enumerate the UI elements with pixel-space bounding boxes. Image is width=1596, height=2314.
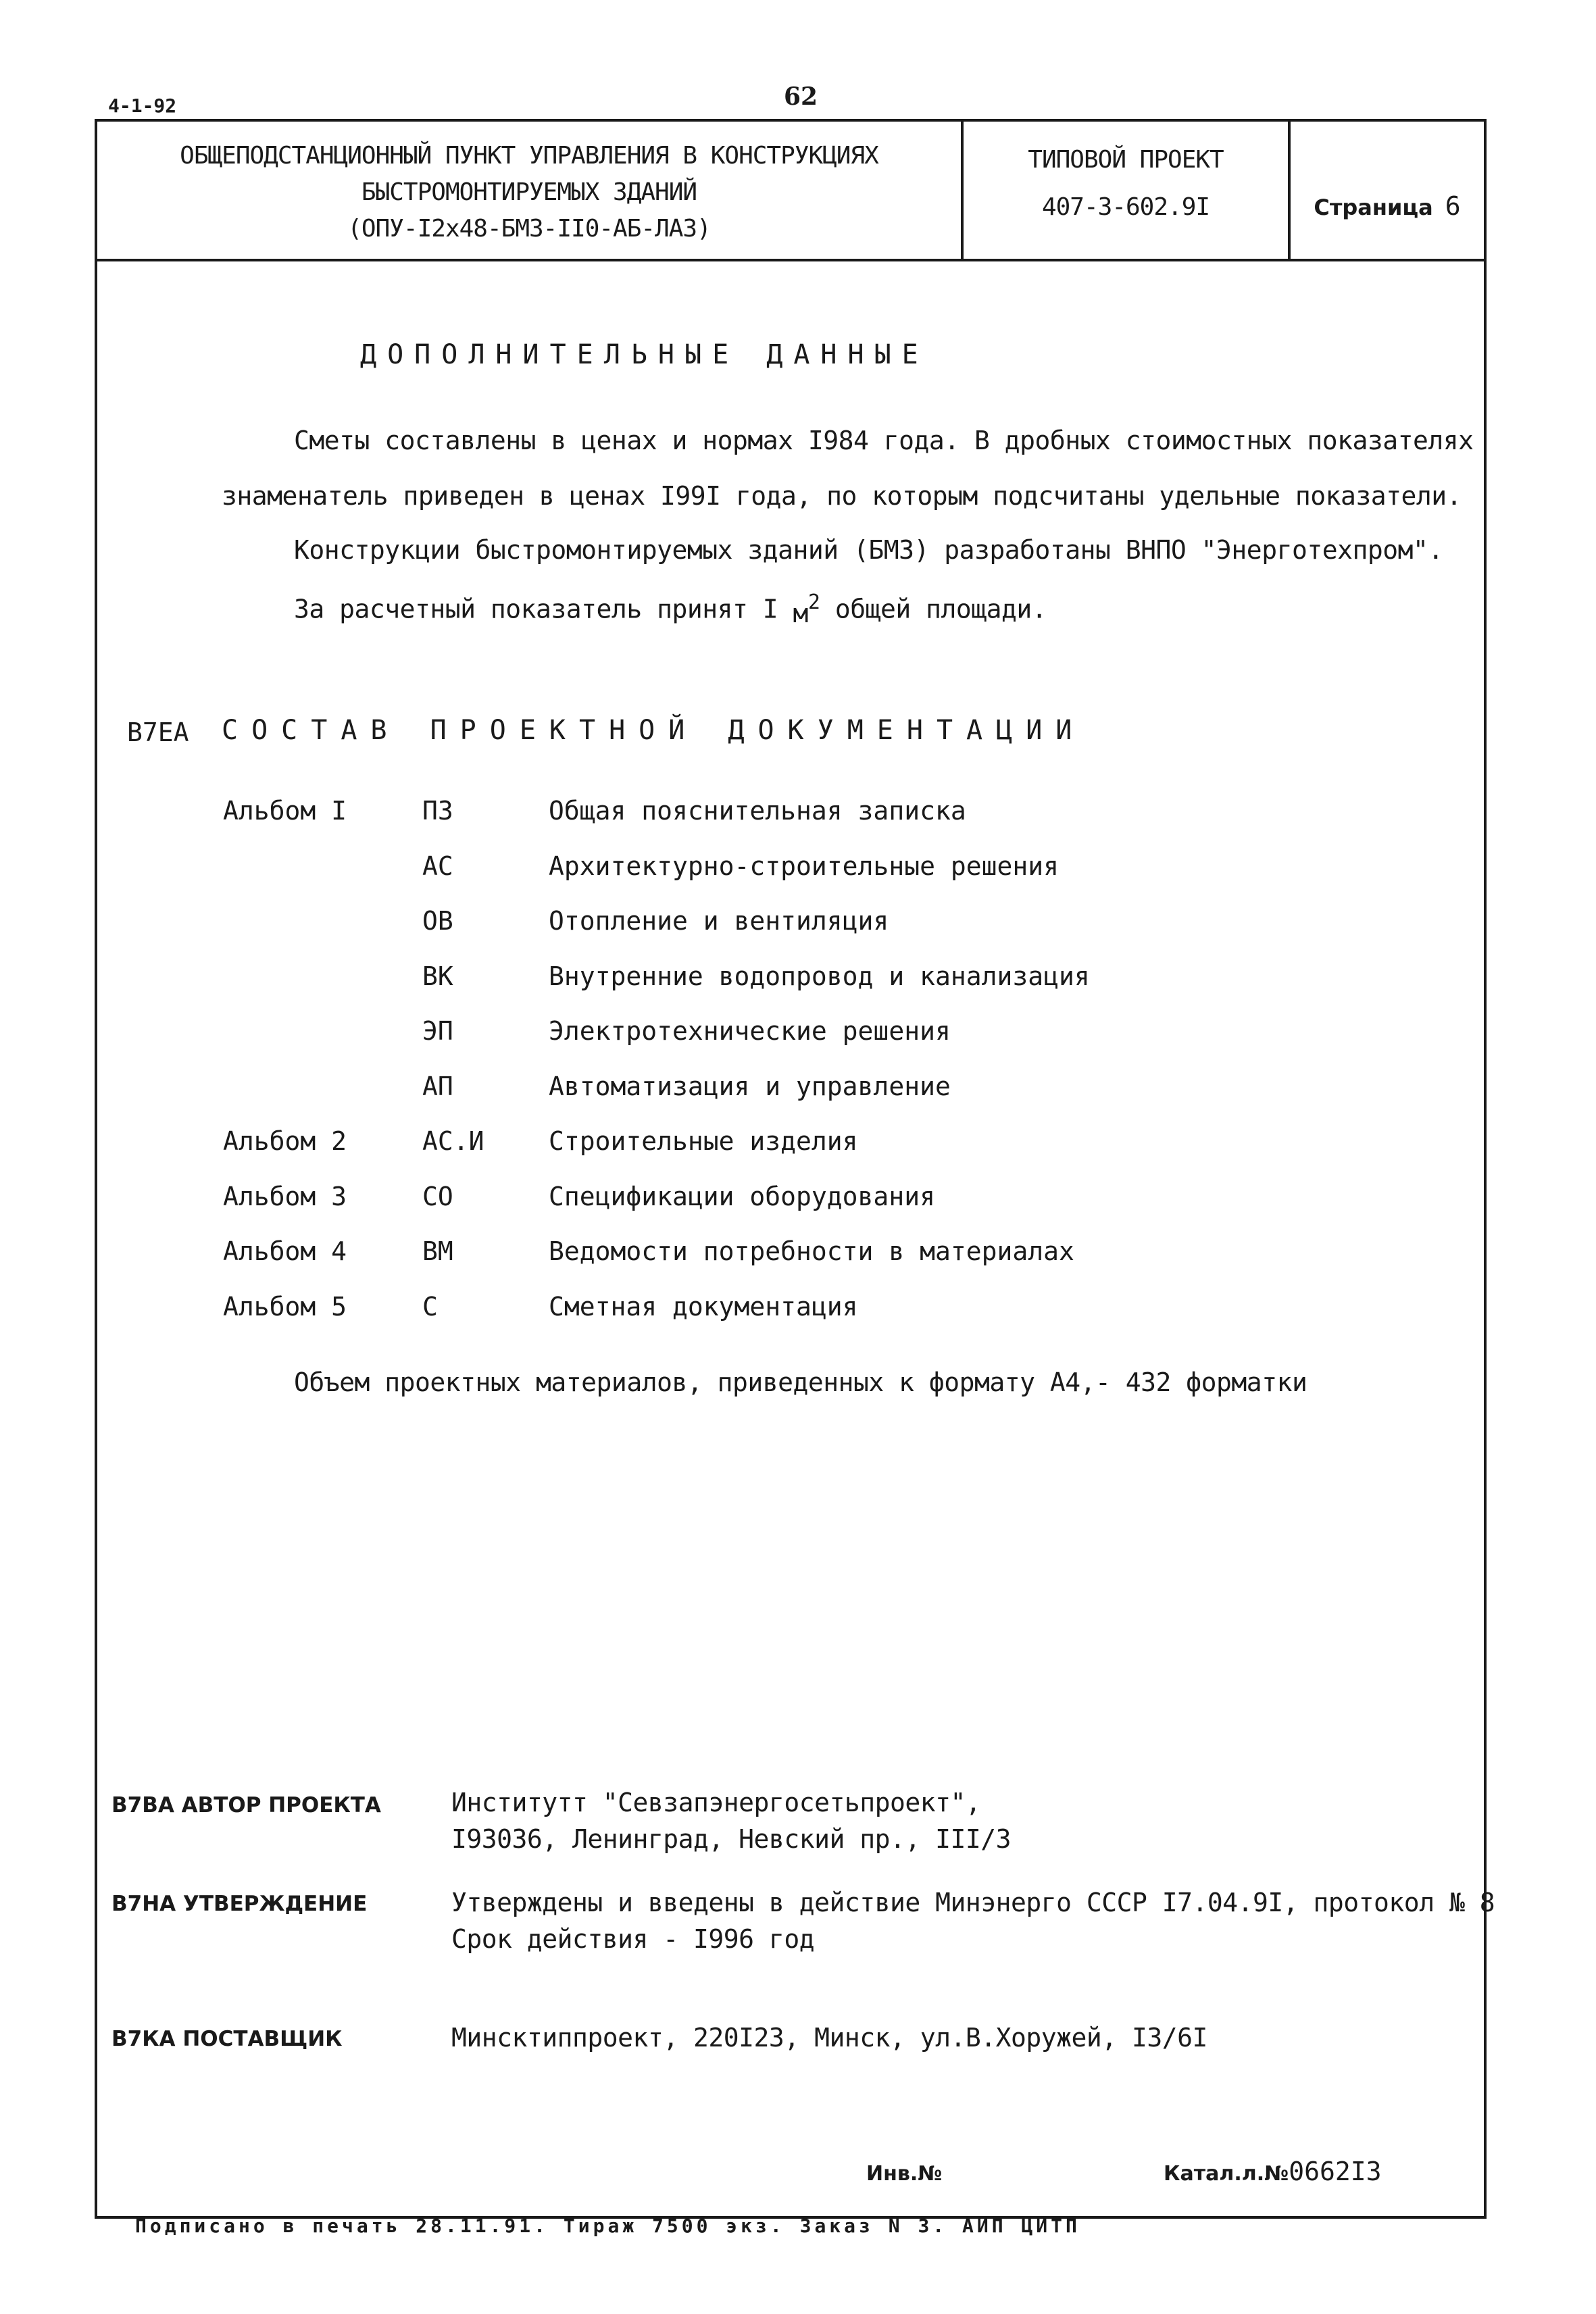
document-code-cell: ВК [422, 961, 453, 991]
document-code-cell: ОВ [422, 906, 453, 936]
document-code-cell: СО [422, 1182, 453, 1211]
document-album: Альбом I [223, 796, 347, 826]
project-number: 407-3-602.9I [1041, 193, 1210, 221]
document-description: Внутренние водопровод и канализация [549, 961, 1090, 991]
document-code-cell: ВМ [422, 1236, 453, 1266]
document-row [0, 796, 1596, 830]
approval-line-1: Утверждены и введены в действие Минэнерго СССР I7.04.9I, протокол № 8 [451, 1888, 1495, 1917]
approval-line-2: Срок действия - I996 год [451, 1924, 815, 1954]
document-row [0, 1182, 1596, 1215]
project-cell [964, 122, 1291, 259]
page-value: 6 [1445, 191, 1461, 221]
catalog-number [1164, 2157, 1382, 2186]
approval-label: В7НА УТВЕРЖДЕНИЕ [111, 1892, 368, 1916]
calc-tail: общей площади. [820, 594, 1047, 624]
document-description: Общая пояснительная записка [549, 796, 966, 826]
document-description: Отопление и вентиляция [549, 906, 889, 936]
project-type: ТИПОВОЙ ПРОЕКТ [1028, 146, 1224, 174]
document-code-cell: ПЗ [422, 796, 453, 826]
catalog-value: 0662I3 [1289, 2157, 1382, 2186]
document-row [0, 1292, 1596, 1326]
calc-unit: м [793, 598, 808, 628]
page-cell [1291, 122, 1484, 259]
catalog-label: Катал.л.№ [1164, 2162, 1289, 2186]
document-code-cell: АП [422, 1072, 453, 1101]
composition-code: В7ЕА [127, 718, 189, 747]
author-line-2: I93036, Ленинград, Невский пр., III/3 [451, 1824, 1011, 1854]
page-label: Страница [1314, 195, 1433, 220]
document-album: Альбом 4 [223, 1236, 347, 1266]
document-description: Спецификации оборудования [549, 1182, 935, 1211]
document-description: Автоматизация и управление [549, 1072, 951, 1101]
title-line-3: (ОПУ-I2x48-БМЗ-II0-АБ-ЛАЗ) [347, 215, 711, 243]
inventory-label: Инв.№ [866, 2162, 943, 2186]
title-block [97, 122, 1484, 261]
additional-line-1: Сметы составлены в ценах и нормах I984 года. В дробных стоимостных показателях [294, 426, 1474, 455]
supplier-line-1: Минсктиппроект, 220I23, Минск, ул.В.Хоружей, I3/6I [451, 2023, 1207, 2053]
title-line-2: БЫСТРОМОНТИРУЕМЫХ ЗДАНИЙ [361, 178, 697, 206]
document-description: Ведомости потребности в материалах [549, 1236, 1074, 1266]
document-description: Архитектурно-строительные решения [549, 851, 1059, 881]
document-row [0, 1236, 1596, 1270]
page-number: 62 [784, 82, 818, 111]
document-code-cell: С [422, 1292, 438, 1322]
document-code: 4-1-92 [108, 95, 177, 117]
volume-text: Объем проектных материалов, приведенных к формату А4,- 432 форматки [294, 1367, 1307, 1397]
document-album: Альбом 3 [223, 1182, 347, 1211]
author-line-1: Институтт "Севзапэнергосетьпроект", [451, 1788, 981, 1817]
document-description: Сметная документация [549, 1292, 858, 1322]
additional-heading: ДОПОЛНИТЕЛЬНЫЕ ДАННЫЕ [360, 339, 929, 370]
document-row [0, 1126, 1596, 1160]
document-code-cell: ЭП [422, 1016, 453, 1046]
calc-sup: 2 [807, 590, 820, 614]
document-description: Строительные изделия [549, 1126, 858, 1156]
document-code-cell: АС.И [422, 1126, 484, 1156]
additional-line-4 [294, 590, 1047, 628]
additional-line-2: знаменатель приведен в ценах I99I года, по которым подсчитаны удельные показатели. [222, 481, 1462, 511]
document-code-cell: АС [422, 851, 453, 881]
document-row [0, 906, 1596, 940]
additional-line-3: Конструкции быстромонтируемых зданий (БМЗ) разработаны ВНПО "Энерготехпром". [294, 535, 1443, 565]
supplier-label: В7КА ПОСТАВЩИК [111, 2027, 343, 2051]
document-row [0, 851, 1596, 885]
composition-heading: СОСТАВ ПРОЕКТНОЙ ДОКУМЕНТАЦИИ [222, 715, 1086, 746]
document-row [0, 1016, 1596, 1050]
document-album: Альбом 5 [223, 1292, 347, 1322]
title-cell [97, 122, 964, 259]
print-footer: Подписано в печать 28.11.91. Тираж 7500 экз. Заказ N 3. АИП ЦИТП [135, 2215, 1080, 2237]
calc-text: За расчетный показатель принят I [294, 594, 778, 624]
author-label: В7ВА АВТОР ПРОЕКТА [111, 1793, 381, 1817]
document-row [0, 1072, 1596, 1105]
document-album: Альбом 2 [223, 1126, 347, 1156]
document-row [0, 961, 1596, 995]
document-description: Электротехнические решения [549, 1016, 951, 1046]
title-line-1: ОБЩЕПОДСТАНЦИОННЫЙ ПУНКТ УПРАВЛЕНИЯ В КОНСТРУКЦИЯХ [180, 142, 878, 170]
